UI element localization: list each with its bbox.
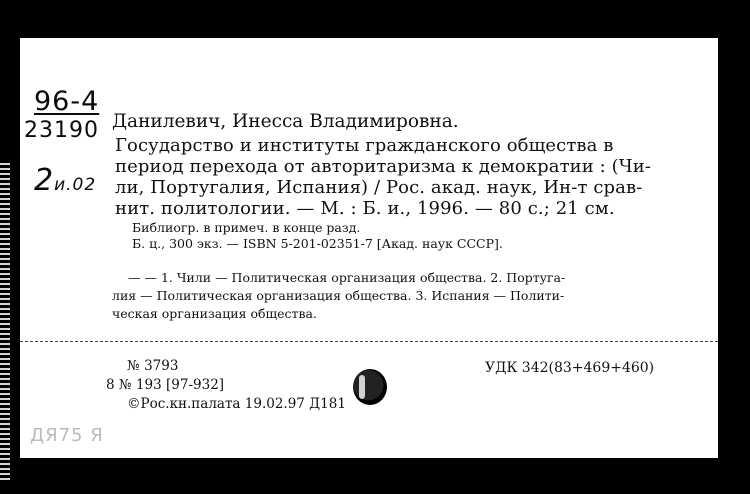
note-isbn: Б. ц., 300 экз. — ISBN 5-201-02351-7 [Акад. наук СССР]. — [132, 236, 503, 251]
subject-line-3: ческая организация общества. — [112, 306, 317, 321]
shelfmark-top: 96-4 — [34, 86, 100, 117]
shelfmark-bottom: 23190 — [24, 118, 99, 143]
handwritten-note — [34, 163, 96, 198]
catalog-card — [20, 38, 718, 458]
title-line-3: ли, Португалия, Испания) / Рос. акад. наук, Ин-т срав- — [115, 177, 643, 198]
bottom-stamp: ДЯ75 Я — [30, 425, 104, 446]
copyright-line: ©Рос.кн.палата 19.02.97 Д181 — [127, 396, 346, 412]
handwritten-note-sub: и.02 — [54, 175, 97, 195]
scan-edge-artifact — [0, 160, 10, 480]
subject-line-2: лия — Политическая организация общества. 3. Испания — Полити- — [112, 288, 565, 303]
subject-line-1: — — 1. Чили — Политическая организация общества. 2. Португа- — [128, 270, 566, 285]
record-number: № 3793 — [127, 358, 179, 374]
title-line-1: Государство и институты гражданского общества в — [115, 135, 614, 156]
punch-hole-icon — [353, 369, 387, 405]
title-line-4: нит. политологии. — М. : Б. и., 1996. — 80 с.; 21 см. — [115, 198, 615, 219]
author-heading: Данилевич, Инесса Владимировна. — [112, 111, 459, 132]
note-bibliography: Библиогр. в примеч. в конце разд. — [132, 220, 361, 235]
title-line-2: период перехода от авторитаризма к демократии : (Чи- — [115, 156, 652, 177]
record-number-2: 8 № 193 [97-932] — [106, 377, 225, 393]
handwritten-note-main: 2 — [34, 163, 55, 198]
udk-code: УДК 342(83+469+460) — [485, 360, 655, 376]
divider — [20, 341, 718, 342]
